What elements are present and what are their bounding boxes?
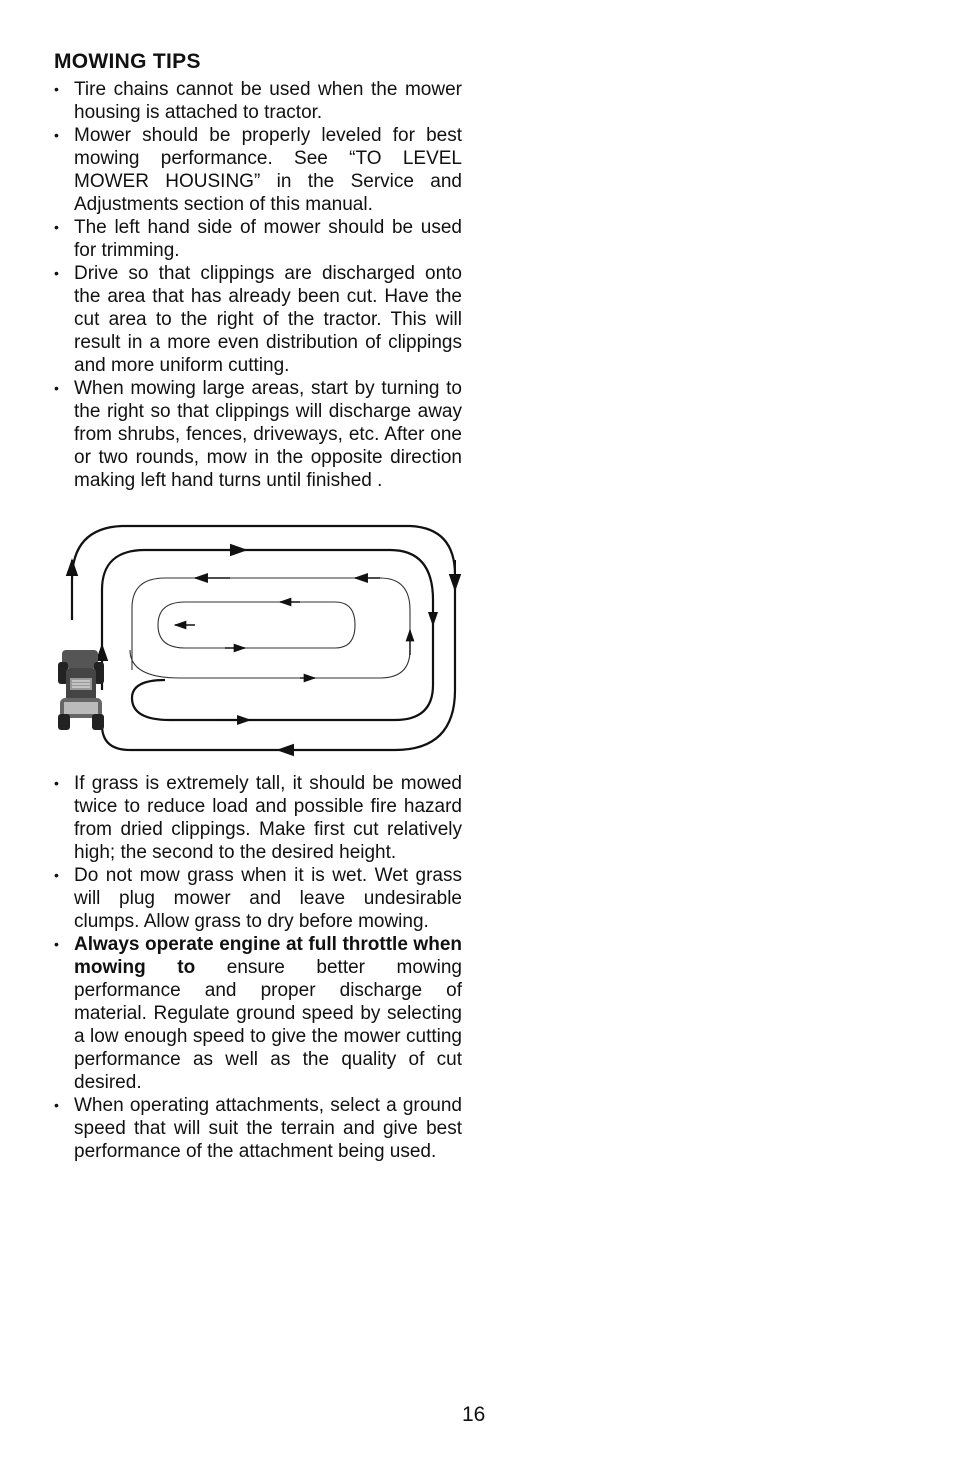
tip-item: • Do not mow grass when it is wet. Wet grass will plug mower and leave undesirable clumps. Allow grass to dry before mowing.	[50, 864, 462, 933]
tip-item: • When operating attachments, select a ground speed that will suit the terrain and give best performance of the attachment being used.	[50, 1094, 462, 1163]
tip-item: • The left hand side of mower should be used for trimming.	[50, 216, 462, 262]
section-heading: MOWING TIPS	[54, 50, 201, 73]
mowing-pattern-diagram	[50, 520, 470, 758]
tips-list-top	[50, 78, 462, 492]
tip-text: ensure better mowing performance and proper discharge of material. Regulate ground speed by selecting a low enough speed to give the mower cutting performance as well as the quality of cut desired.	[74, 957, 462, 1093]
mowing-path-outer	[72, 526, 455, 750]
mowing-path-second	[102, 550, 433, 720]
tip-item: • Drive so that clippings are discharged onto the area that has already been cut. Have the cut area to the right of the tractor. This will result in a more even distribution of clippings and more uniform cutting.	[50, 262, 462, 377]
tips-list-bottom	[50, 772, 462, 1163]
lawn-tractor-icon	[58, 650, 104, 730]
page-number: 16	[462, 1403, 486, 1426]
tip-item: • Tire chains cannot be used when the mower housing is attached to tractor.	[50, 78, 462, 124]
tip-bold-text: Always operate engine at full throttle when mowing to	[74, 934, 462, 978]
mowing-path-third	[130, 578, 410, 678]
tip-item: • If grass is extremely tall, it should be mowed twice to reduce load and possible fire hazard from dried clippings. Make first cut relatively high; the second to the desired height.	[50, 772, 462, 864]
tip-item: • When mowing large areas, start by turning to the right so that clippings will discharge away from shrubs, fences, driveways, etc. After one or two rounds, mow in the opposite direction making left hand turns until finished .	[50, 377, 462, 492]
tip-item	[50, 933, 462, 1094]
tip-item: • Mower should be properly leveled for best mowing performance. See “TO LEVEL MOWER HOUSING” in the Service and Adjustments section of this manual.	[50, 124, 462, 216]
